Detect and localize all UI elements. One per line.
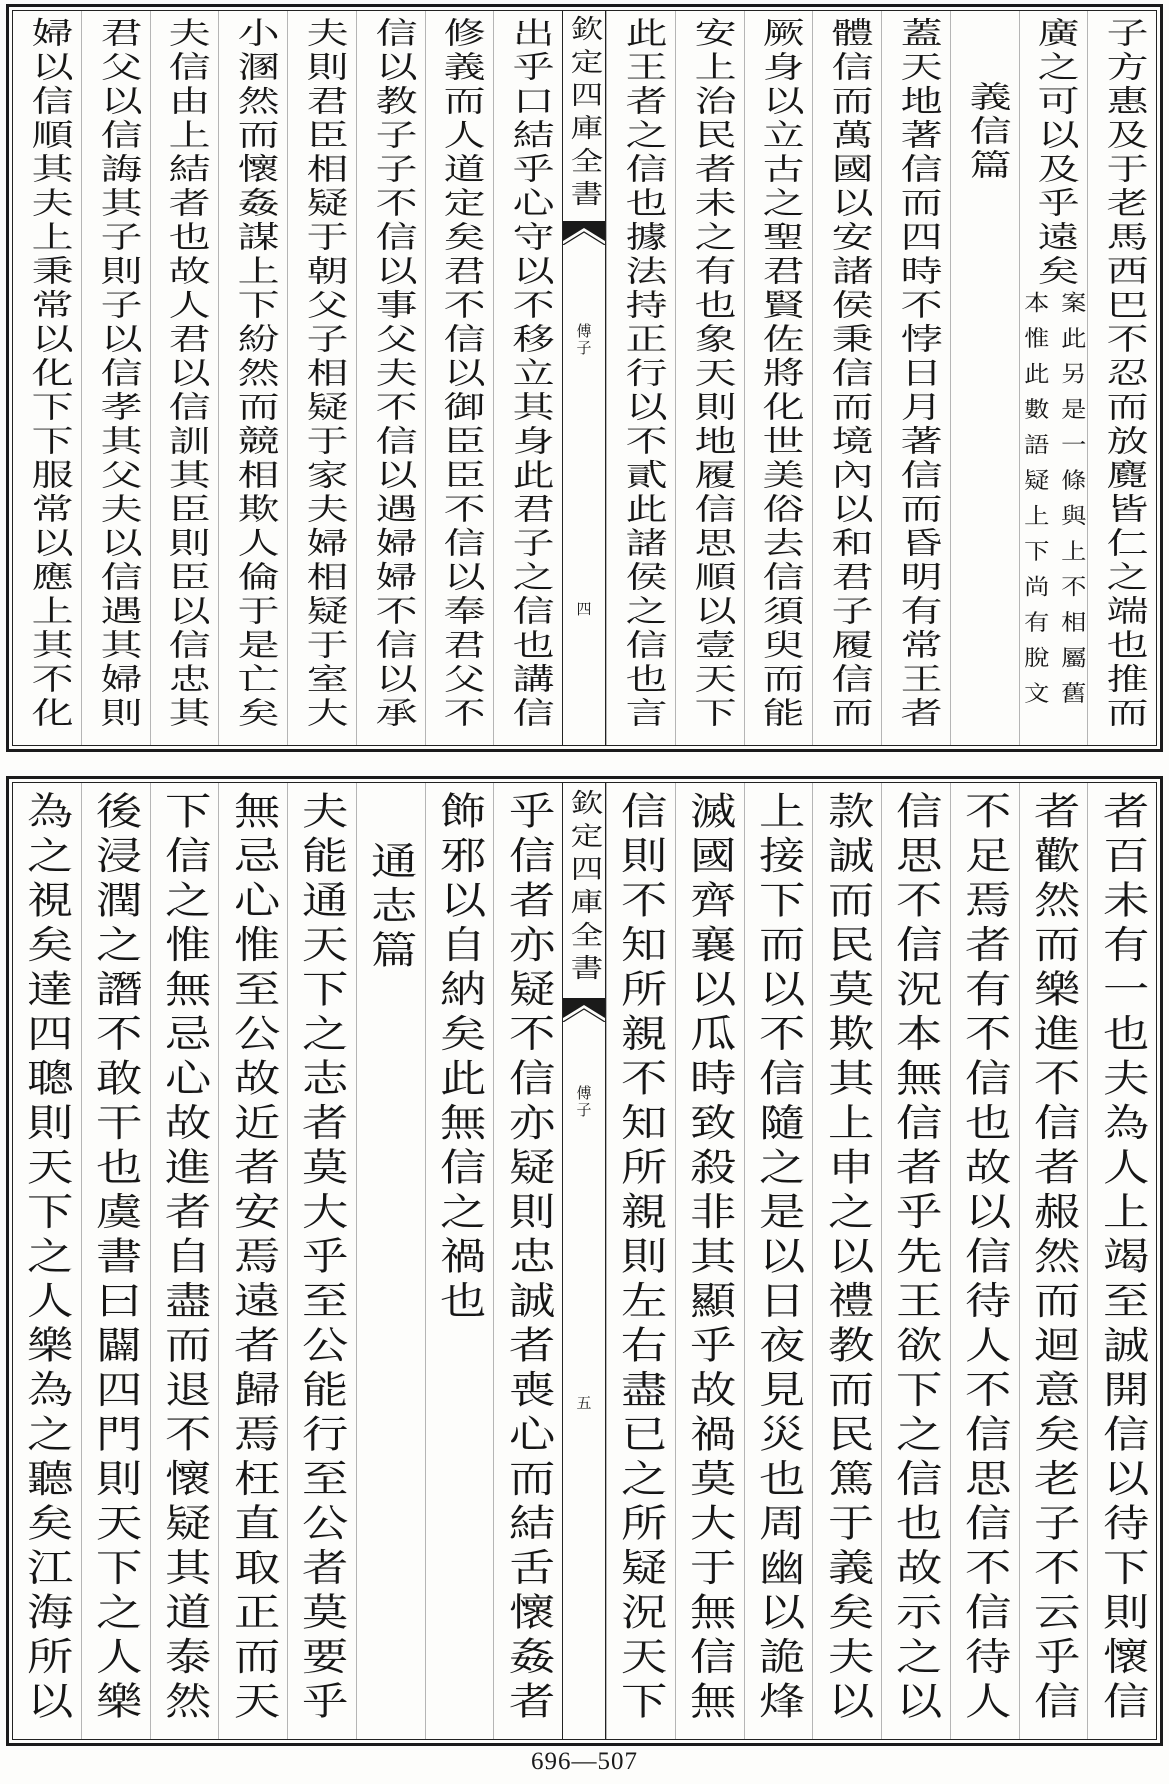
text-frame [12, 10, 1157, 746]
column-text: 飾邪以自納矣此無信之禍也 [431, 791, 486, 1325]
column-text: 體信而萬國以安諸侯秉信而境內以和君子履信而 [823, 17, 873, 731]
column-text: 乎信者亦疑不信亦疑則忠誠者喪心而結舌懷姦者 [500, 791, 555, 1726]
column-text: 修義而人道定矣君不信以御臣臣不信以奉君父不 [435, 17, 485, 731]
column-text: 夫則君臣相疑于朝父子相疑于家夫婦相疑于室大 [298, 17, 348, 731]
text-column [425, 11, 494, 745]
chapter-heading: 義信篇 [960, 81, 1010, 183]
column-text: 此王者之信也據法持正行以不貳此諸侯之信也言 [617, 17, 667, 731]
column-text: 無忌心惟至公故近者安焉遠者歸焉枉直取正而天 [225, 791, 280, 1726]
chapter-heading-column [356, 783, 425, 1739]
text-column [81, 783, 150, 1739]
text-column [287, 783, 356, 1739]
column-text: 滅國齊襄以瓜時致殺非其顯乎故禍莫大于無信無 [682, 791, 736, 1726]
text-column [150, 11, 219, 745]
column-text: 為之視矣達四聰則天下之人樂為之聽矣江海所以 [19, 791, 74, 1726]
folio-number: 五 [574, 1395, 593, 1410]
column-text: 上接下而以不信隨之是以日夜見災也周幽以詭烽 [750, 791, 805, 1726]
book-title: 傅子 [574, 1085, 593, 1119]
series-title: 欽定四庫全書 [564, 15, 603, 213]
text-column [218, 783, 287, 1739]
text-column [812, 783, 881, 1739]
text-column [744, 783, 813, 1739]
text-column [881, 11, 950, 745]
series-title: 欽定四庫全書 [564, 789, 603, 987]
column-text: 者歡然而樂進不信者赧然而迴意矣老子不云乎信 [1025, 791, 1080, 1726]
chapter-heading: 通志篇 [363, 841, 417, 975]
text-column [218, 11, 287, 745]
text-column [13, 783, 81, 1739]
column-text: 後浸潤之譖不敢干也虞書曰闢四門則天下之人樂 [88, 791, 142, 1726]
center-fold [562, 11, 606, 745]
text-column [13, 11, 81, 745]
column-text: 小溷然而懷姦謀上下紛然而競相欺人倫于是亡矣 [229, 17, 279, 731]
column-text: 夫信由上結者也故人君以信訓其臣則臣以信忠其 [160, 17, 210, 731]
text-column [150, 783, 219, 1739]
column-text: 信則不知所親不知所親則左右盡已之所疑況天下 [613, 791, 668, 1726]
fishtail-mark-icon [563, 998, 605, 1022]
column-text: 夫能通天下之志者莫大乎至公能行至公者莫要乎 [294, 791, 349, 1726]
text-column [812, 11, 881, 745]
interlinear-annotation [1019, 291, 1087, 717]
column-text: 款誠而民莫欺其上申之以禮教而民篤于義矣夫以 [819, 791, 874, 1726]
page-panel-bottom [6, 776, 1163, 1746]
text-column [744, 11, 813, 745]
column-text: 君父以信誨其子則子以信孝其父夫以信遇其婦則 [91, 17, 141, 731]
volume-page-reference: 696—507 [531, 1748, 638, 1775]
column-text: 出乎口結乎心守以不移立其身此君子之信也講信 [504, 17, 554, 731]
annotation-right-line: 案此另是一條與上不相屬舊 [1057, 291, 1087, 717]
text-column [950, 783, 1019, 1739]
column-text: 不足焉者有不信也故以信待人不信思信不信待人 [957, 791, 1011, 1726]
column-text: 廣之可以及乎遠矣 [1029, 17, 1079, 289]
annotation-left-line: 本惟此數語疑上下尚有脫文 [1020, 291, 1050, 717]
column-text: 安上治民者未之有也象天則地履信思順以壹天下 [685, 17, 735, 731]
text-column [675, 11, 744, 745]
column-text: 子方惠及于老馬西巴不忍而放麑皆仁之端也推而 [1098, 17, 1148, 731]
column-text: 厥身以立古之聖君賢佐將化世美俗去信須臾而能 [754, 17, 804, 731]
text-column [287, 11, 356, 745]
fishtail-mark-icon [563, 221, 605, 245]
text-column [606, 11, 675, 745]
text-column [493, 11, 562, 745]
column-text: 下信之惟無忌心故進者自盡而退不懷疑其道泰然 [156, 791, 211, 1726]
column-text: 者百未有一也夫為人上竭至誠開信以待下則懷信 [1094, 791, 1149, 1726]
text-column [675, 783, 744, 1739]
text-column [356, 11, 425, 745]
column-text: 信思不信況本無信者乎先王欲下之信也故示之以 [888, 791, 943, 1726]
center-fold [562, 783, 606, 1739]
text-column [1087, 783, 1156, 1739]
text-column [81, 11, 150, 745]
text-column [1019, 783, 1088, 1739]
column-text: 蓋天地著信而四時不悖日月著信而昏明有常王者 [892, 17, 942, 731]
page-panel-top [6, 4, 1163, 752]
chapter-heading-column [950, 11, 1019, 745]
text-column-with-annotation [1019, 11, 1088, 745]
text-column [1087, 11, 1156, 745]
column-text: 婦以信順其夫上秉常以化下下服常以應上其不化 [23, 17, 73, 731]
text-column [606, 783, 675, 1739]
text-column [881, 783, 950, 1739]
folio-number: 四 [574, 601, 593, 616]
book-title: 傅子 [574, 323, 593, 357]
text-column [425, 783, 494, 1739]
text-column [493, 783, 562, 1739]
column-text: 信以教子子不信以事父夫不信以遇婦婦不信以承 [366, 17, 416, 731]
text-frame [12, 782, 1157, 1740]
